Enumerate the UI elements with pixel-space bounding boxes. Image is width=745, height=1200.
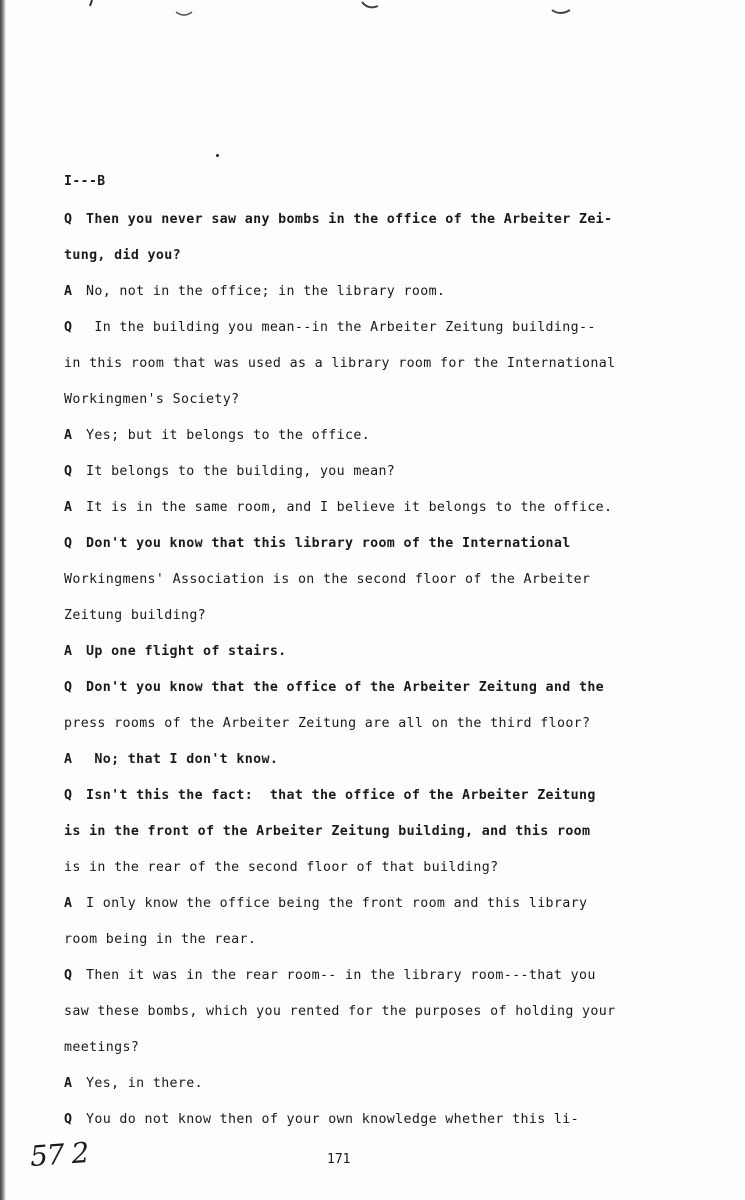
continuation-line — [64, 856, 694, 892]
answer-line — [64, 496, 694, 532]
answer-marker: A — [64, 644, 73, 659]
line-text: press rooms of the Arbeiter Zeitung are all on the third floor? — [64, 716, 591, 731]
line-text: Up one flight of stairs. — [86, 644, 287, 659]
line-text: I only know the office being the front room and this library — [86, 896, 588, 911]
question-line — [64, 784, 694, 820]
line-text: tung, did you? — [64, 248, 181, 263]
line-text: You do not know then of your own knowledge whether this li- — [86, 1112, 579, 1127]
continuation-line — [64, 352, 694, 388]
continuation-line — [64, 820, 694, 856]
scan-edge-shadow — [0, 0, 6, 1200]
testimony-transcript — [64, 208, 694, 1144]
question-marker: Q — [64, 212, 73, 227]
question-line — [64, 316, 694, 352]
answer-marker: A — [64, 500, 73, 515]
answer-line — [64, 280, 694, 316]
line-text: room being in the rear. — [64, 932, 257, 947]
line-text: Don't you know that the office of the Arbeiter Zeitung and the — [86, 680, 605, 695]
question-line — [64, 208, 694, 244]
continuation-line — [64, 1000, 694, 1036]
answer-line — [64, 1072, 694, 1108]
question-marker: Q — [64, 788, 73, 803]
line-text: In the building you mean--in the Arbeiter Zeitung building-- — [86, 320, 596, 335]
question-marker: Q — [64, 1112, 73, 1127]
continuation-line — [64, 604, 694, 640]
top-scan-marks — [0, 0, 745, 30]
question-marker: Q — [64, 968, 73, 983]
line-text: Then you never saw any bombs in the office of the Arbeiter Zei- — [86, 212, 613, 227]
line-text: No; that I don't know. — [86, 752, 279, 767]
line-text: meetings? — [64, 1040, 140, 1055]
line-text: Then it was in the rear room-- in the library room---that you — [86, 968, 596, 983]
line-text: Yes, in there. — [86, 1076, 203, 1091]
answer-line — [64, 748, 694, 784]
question-marker: Q — [64, 536, 73, 551]
line-text: Zeitung building? — [64, 608, 207, 623]
line-text: No, not in the office; in the library room. — [86, 284, 446, 299]
line-text: It is in the same room, and I believe it belongs to the office. — [86, 500, 613, 515]
line-text: Yes; but it belongs to the office. — [86, 428, 371, 443]
answer-marker: A — [64, 896, 73, 911]
question-line — [64, 964, 694, 1000]
answer-line — [64, 892, 694, 928]
continuation-line — [64, 388, 694, 424]
answer-marker: A — [64, 284, 73, 299]
line-text: is in the front of the Arbeiter Zeitung building, and this room — [64, 824, 591, 839]
question-line — [64, 460, 694, 496]
answer-line — [64, 640, 694, 676]
continuation-line — [64, 928, 694, 964]
line-text: Workingmen's Society? — [64, 392, 240, 407]
question-line — [64, 1108, 694, 1144]
page-number: 171 — [327, 1152, 351, 1167]
section-label: I---B — [64, 174, 106, 189]
answer-marker: A — [64, 428, 73, 443]
line-text: saw these bombs, which you rented for the purposes of holding your — [64, 1004, 616, 1019]
handwritten-page-annotation: 57 2 — [28, 1136, 90, 1173]
line-text: in this room that was used as a library room for the International — [64, 356, 616, 371]
line-text: is in the rear of the second floor of that building? — [64, 860, 499, 875]
continuation-line — [64, 244, 694, 280]
stray-dot-mark — [216, 154, 219, 157]
question-line — [64, 676, 694, 712]
question-marker: Q — [64, 680, 73, 695]
line-text: It belongs to the building, you mean? — [86, 464, 396, 479]
question-marker: Q — [64, 320, 73, 335]
line-text: Don't you know that this library room of the International — [86, 536, 571, 551]
continuation-line — [64, 1036, 694, 1072]
line-text: Workingmens' Association is on the second floor of the Arbeiter — [64, 572, 591, 587]
line-text: Isn't this the fact: that the office of the Arbeiter Zeitung — [86, 788, 596, 803]
continuation-line — [64, 712, 694, 748]
answer-marker: A — [64, 752, 73, 767]
answer-line — [64, 424, 694, 460]
question-line — [64, 532, 694, 568]
question-marker: Q — [64, 464, 73, 479]
continuation-line — [64, 568, 694, 604]
answer-marker: A — [64, 1076, 73, 1091]
